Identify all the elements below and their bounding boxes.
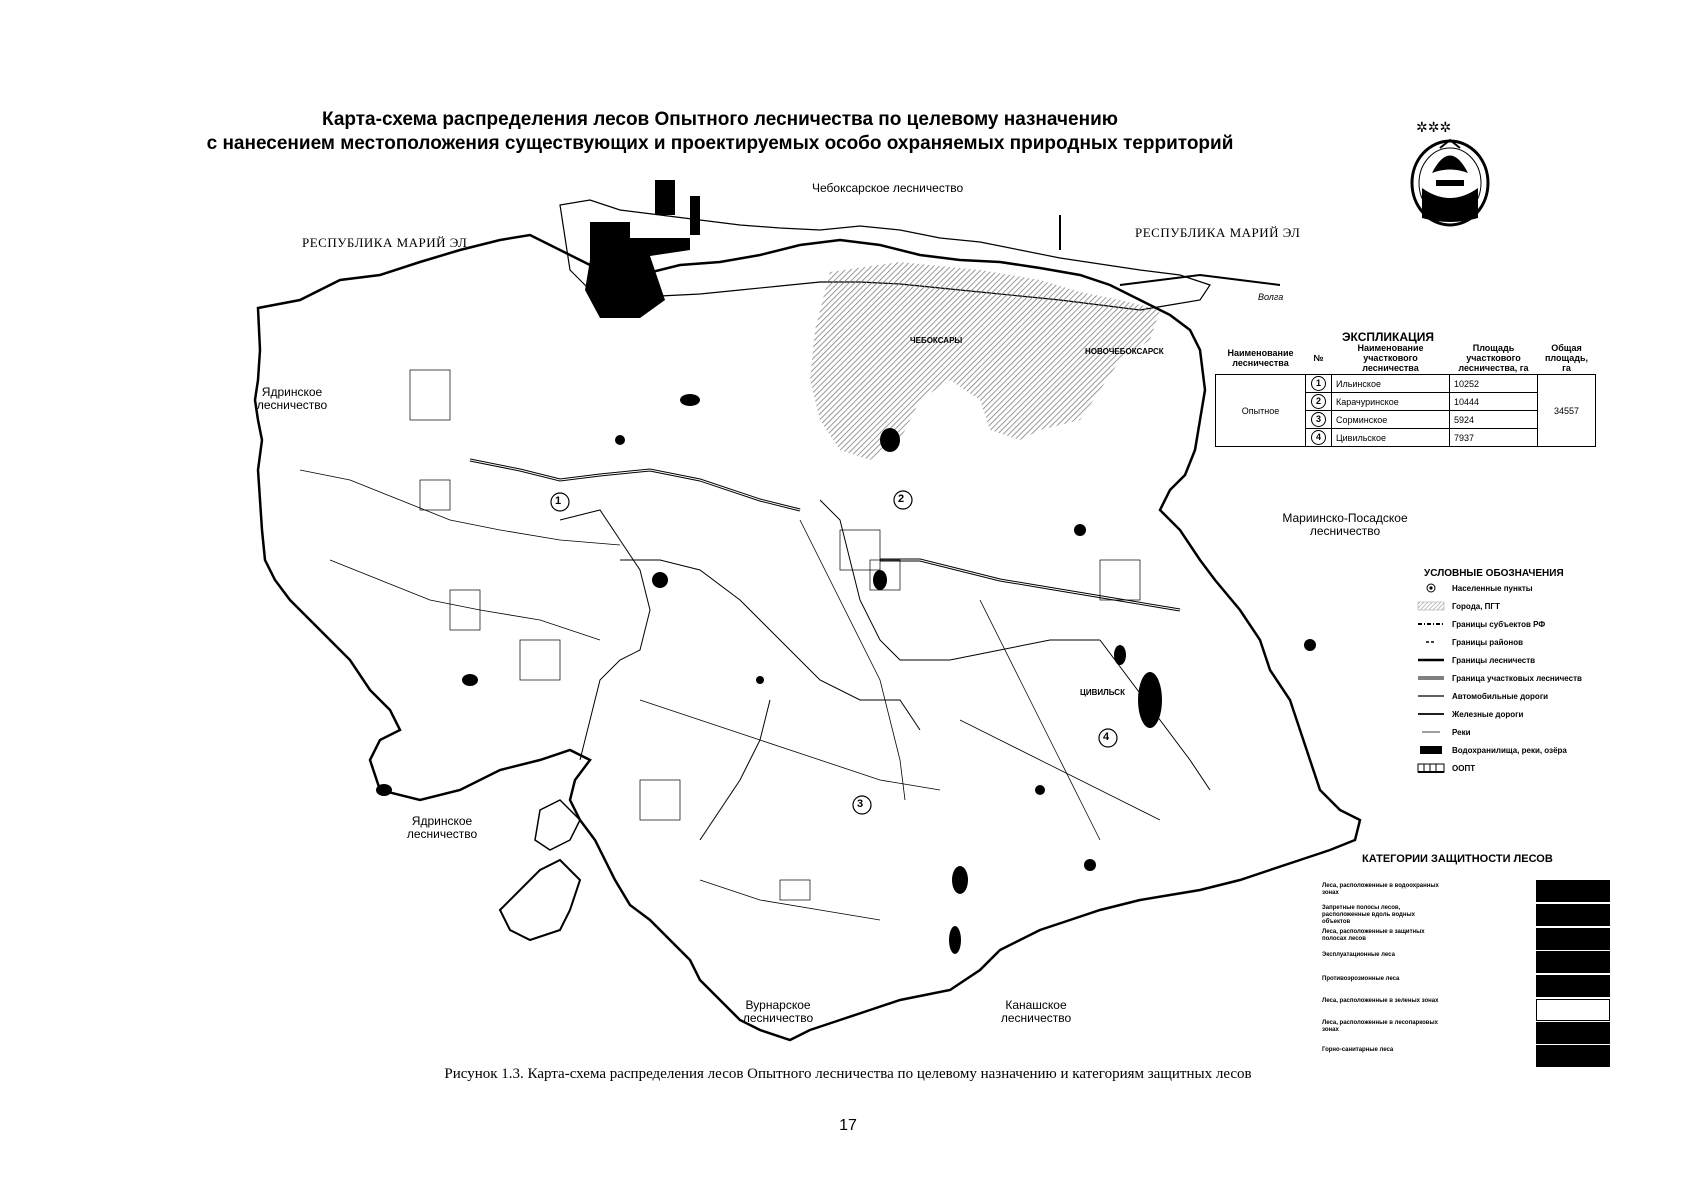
district-label-3: 3 [857,798,864,810]
water-body-icon [1416,745,1446,755]
neighbor-south-right: Канашское лесничество [1000,998,1072,1025]
map-title-line2: с нанесением местоположения существующих и проектируемых особо охраняемых природных территорий [206,133,1234,154]
legend-item [1416,727,1471,737]
neighbor-mari-left: РЕСПУБЛИКА МАРИЙ ЭЛ [302,235,468,250]
expl-row-no: 1 [1311,376,1326,391]
expl-header-section: Наименование участкового лесничества [1357,343,1424,373]
legend-label: Населенные пункты [1452,583,1533,593]
category-label: Горно-санитарные леса [1322,1047,1394,1053]
legend-label: Граница участковых лесничеств [1452,673,1582,683]
oopt-icon [1416,763,1446,773]
neighbor-southwest: Ядринское лесничество [406,814,478,841]
subject-border-icon [1416,619,1446,629]
district-label-1: 1 [555,495,562,507]
railway-icon [1416,709,1446,719]
expl-header-area: Площадь участкового лесничества, га [1458,343,1529,373]
legend-title: УСЛОВНЫЕ ОБОЗНАЧЕНИЯ [1424,568,1564,579]
expl-header-total: Общая площадь, га [1545,343,1588,373]
legend-item [1416,637,1523,647]
legend-label: Города, ПГТ [1452,601,1500,611]
neighbor-north: Чебоксарское лесничество [812,181,964,195]
explication-title: ЭКСПЛИКАЦИЯ [1342,330,1435,344]
expl-row-area: 10444 [1450,393,1538,411]
expl-row-name: Сорминское [1332,411,1450,429]
expl-row-no: 4 [1311,430,1326,445]
legend-label: Автомобильные дороги [1452,691,1549,701]
legend-label: Водохранилища, реки, озёра [1452,745,1567,755]
category-label: Леса, расположенные в лесопарковых зонах [1322,1020,1438,1033]
oopt-block [585,222,690,318]
table-row [1216,375,1596,393]
place-cheboksary: ЧЕБОКСАРЫ [910,336,963,345]
category-swatch [1536,999,1610,1021]
expl-row-name: Цивильское [1332,429,1450,447]
figure-caption: Рисунок 1.3. Карта-схема распределения лесов Опытного лесничества по целевому назначению и категориям защитных лесов [444,1066,1252,1082]
road-icon [1416,691,1446,701]
legend-item [1416,709,1523,719]
svg-text:✲✲✲: ✲✲✲ [1416,120,1452,136]
category-swatch [1536,951,1610,973]
legend-item [1416,583,1533,593]
river-icon [1416,727,1446,737]
category-swatch [1536,928,1610,950]
district-label-4: 4 [1103,731,1110,743]
category-swatch [1536,1045,1610,1067]
legend-item [1416,655,1535,665]
legend-label: Границы районов [1452,637,1524,647]
legend-item [1416,745,1567,755]
legend-label: Реки [1452,727,1471,737]
city-hatch-icon [1416,601,1446,611]
map-title-line1: Карта-схема распределения лесов Опытного лесничества по целевому назначению [322,109,1118,130]
city-area [810,262,1160,460]
legend-item [1416,619,1545,629]
district-border-icon [1416,637,1446,647]
expl-row-name: Ильинское [1332,375,1450,393]
settlement-icon [1416,583,1446,593]
explication-table [1215,342,1596,447]
legend-item [1416,673,1582,683]
expl-row-name: Карачуринское [1332,393,1450,411]
forestry-boundary [255,235,1360,1040]
place-volga: Волга [1258,292,1284,302]
expl-total-area: 34557 [1538,375,1596,447]
legend-label: Железные дороги [1452,709,1524,719]
place-novocheboksarsk: НОВОЧЕБОКСАРСК [1085,347,1164,356]
expl-row-area: 5924 [1450,411,1538,429]
category-label: Леса, расположенные в водоохранных зонах [1322,883,1439,896]
category-label: Эксплуатационные леса [1322,952,1395,958]
legend-label: Границы лесничеств [1452,655,1536,665]
category-label: Леса, расположенные в защитных полосах лесов [1322,929,1425,942]
expl-header-forestry: Наименование лесничества [1227,348,1294,368]
neighbor-south-left: Вурнарское лесничество [742,998,814,1025]
neighbor-east: Мариинско-Посадское лесничество [1282,511,1408,538]
category-swatch [1536,880,1610,902]
neighbor-west: Ядринское лесничество [256,385,328,412]
legend-label: Границы субъектов РФ [1452,619,1546,629]
section-border-icon [1416,673,1446,683]
forestry-border-icon [1416,655,1446,665]
legend-item [1416,763,1475,773]
page-number: 17 [839,1117,857,1134]
expl-row-area: 7937 [1450,429,1538,447]
category-label: Противоэрозионные леса [1322,976,1400,982]
category-swatch [1536,1022,1610,1044]
categories-title: КАТЕГОРИИ ЗАЩИТНОСТИ ЛЕСОВ [1362,853,1553,865]
category-swatch [1536,975,1610,997]
legend-item [1416,601,1500,611]
place-tsivilsk: ЦИВИЛЬСК [1080,688,1125,697]
legend-item [1416,691,1548,701]
legend-label: ООПТ [1452,763,1476,773]
expl-row-area: 10252 [1450,375,1538,393]
expl-row-no: 2 [1311,394,1326,409]
neighbor-mari-right: РЕСПУБЛИКА МАРИЙ ЭЛ [1135,225,1301,240]
category-swatch [1536,904,1610,926]
category-label: Запретные полосы лесов, расположенные вдоль водных объектов [1322,905,1415,925]
expl-forestry-name: Опытное [1216,375,1306,447]
expl-header-no: № [1313,353,1324,363]
category-label: Леса, расположенные в зеленых зонах [1322,998,1439,1004]
district-label-2: 2 [898,493,905,505]
expl-row-no: 3 [1311,412,1326,427]
